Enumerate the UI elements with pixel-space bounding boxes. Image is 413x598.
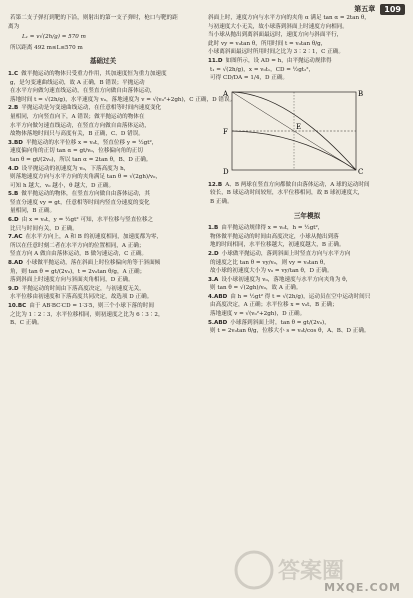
answer-line: 竖直方向 A 做自由落体运动，B 做匀速运动，C 正确。	[10, 251, 148, 258]
answer-line	[208, 250, 406, 259]
answer-line: 角，则 tan θ = gt/(2v₀)，t = 2v₀tan θ/g，A 正确；	[10, 268, 146, 275]
answer-text: A、B 两球在竖直方向都做自由落体运动，A 球的运动时间	[225, 181, 370, 188]
question-number: 5.ABD	[208, 319, 228, 326]
question-number: 6.D	[8, 217, 19, 224]
answer-line: 则落地速度方向与水平方向的夹角满足 tan θ = √(2gh)/v₀，	[10, 174, 161, 181]
answer-line	[8, 216, 198, 225]
answer-text: 平抛运动的时间由下落高度决定，与初速度无关，	[21, 285, 145, 292]
answer-line	[8, 139, 198, 148]
intro-line: 离为	[8, 23, 20, 30]
answer-text: 在水平方向上，A 和 B 的初速度相同，加速度都为零，	[25, 234, 163, 241]
answer-item	[8, 259, 198, 285]
answer-item	[8, 216, 198, 233]
answer-line: 所以在任意时刻二者在水平方向的位置相同，A 正确；	[10, 242, 145, 249]
watermark-url: MXQE.COM	[324, 581, 401, 594]
answer-item	[8, 233, 198, 259]
answer-line	[208, 293, 406, 302]
answer-text: 设平抛运动的初速度为 v₀，下落高度为 h，	[21, 165, 130, 172]
intro-block	[208, 14, 406, 57]
answer-item	[208, 57, 406, 83]
intro-line: 小球离斜面最远时所用时间之比为 3∶2∶1，C 正确。	[208, 49, 344, 56]
answer-text: 由 x = v₀t，y = ½gt² 可知，水平位移与竖直位移之	[21, 217, 154, 224]
answer-line: B 正确。	[210, 198, 233, 205]
answer-line: 由高度决定，A 正确；水平位移 x = v₀t，B 正确；	[210, 302, 338, 309]
answer-text: 做平抛运动的物体只受重力作用，其加速度恒为重力加速度	[21, 70, 167, 77]
diagram-label: F	[223, 127, 228, 136]
question-number: 12.B	[208, 181, 223, 188]
answer-text: 小球落到斜面上时，tan θ = gt/(2v₀)，	[230, 319, 330, 326]
intro-line: 与初速度大小无关，故小球落到斜面上时速度方向相同。	[208, 23, 348, 30]
answer-line	[8, 70, 198, 79]
intro-line: 所以距离 492 m≤L≤570 m	[10, 44, 83, 51]
answer-line: 水平方向做匀速直线运动，在竖直方向做自由落体运动，	[10, 122, 150, 129]
answer-item	[208, 250, 406, 276]
answer-line	[8, 165, 198, 174]
answer-text: 做平抛运动的物体，在竖直方向做自由落体运动，其	[21, 191, 150, 198]
answer-line: 可得 CD/DA = 1/4，D 正确。	[210, 75, 289, 82]
answer-item	[8, 104, 198, 138]
watermark-circle	[236, 552, 272, 588]
answer-line: B、C 正确。	[10, 320, 43, 327]
answer-line	[208, 319, 406, 328]
answer-line: g，是匀变速曲线运动，故 A 正确，B 错误；平抛运动	[10, 79, 145, 86]
right-column	[208, 14, 406, 336]
question-number: 10.BC	[8, 303, 27, 309]
answer-line: 则 tan θ = √(2gh)/v₀，故 A 正确。	[210, 285, 302, 292]
answer-line: 速度偏向角的正切 tan α = gt/v₀，位移偏向角的正切	[10, 148, 143, 155]
question-number: 7.AC	[8, 234, 23, 241]
answer-line	[208, 276, 406, 285]
question-number: 2.D	[208, 250, 219, 257]
question-number: 4.D	[8, 165, 19, 172]
question-number: 4.ABD	[208, 293, 228, 300]
answer-line: 地的时间相同，水平位移越大，初速度越大，B 正确。	[210, 242, 345, 249]
answer-text: 由于 AB∶BC∶CD = 1∶3∶5，则三个小球下落的时间	[29, 303, 154, 309]
diagram-label: B	[358, 89, 364, 98]
answer-line	[208, 57, 406, 66]
answer-line	[208, 224, 406, 233]
chapter-label: 第五章	[354, 5, 376, 13]
answer-line: 量相同，方向竖直向下，A 错误；做平抛运动的物体在	[10, 113, 145, 120]
answer-line	[8, 285, 198, 294]
answer-item	[208, 181, 406, 207]
answer-line: 可知 h 越大、v₀ 越小，θ 越大，D 正确。	[10, 182, 115, 189]
answer-line	[8, 190, 198, 199]
answer-line: 较长，B 球运动时间较短，水平位移相同，故 B 球初速度大，	[210, 190, 364, 197]
answer-line: 量相同，B 正确。	[10, 208, 56, 215]
answer-line: 之比为 1∶2∶3，水平位移相同，则初速度之比为 6∶3∶2，	[10, 311, 164, 318]
page-number: 109	[380, 4, 405, 15]
answer-line: 故物体落地时间只与高度有关，B 正确，C、D 错误。	[10, 131, 144, 138]
question-number: 9.D	[8, 285, 19, 292]
answer-item	[8, 302, 198, 328]
answer-line	[8, 104, 198, 113]
answer-text: 如图所示，设 AD = h，由平抛运动规律得	[225, 57, 332, 64]
answer-line	[208, 181, 406, 190]
answer-line: 的速度之比 tan θ = vy/v₀，则 vy = v₀tan θ，	[210, 259, 329, 266]
answer-item	[8, 285, 198, 302]
intro-line: 当小球从抛出到离斜面最远时，速度方向与斜面平行，	[208, 32, 343, 39]
answer-item	[8, 139, 198, 165]
answer-item	[208, 319, 406, 336]
answer-line: 竖直分速度 vy = gt，任意相等时间内竖直分速度的变化	[10, 199, 150, 206]
answer-line: 水平位移由初速度和下落高度共同决定，故选项 D 正确。	[10, 294, 153, 301]
answer-line: 故小球的初速度大小为 v₀ = vy/tan θ，D 正确。	[210, 268, 333, 275]
answer-line: t₁ = √(2h/g)，x = v₀t₁，CD = ½gt₂²，	[210, 66, 315, 73]
question-number: 2.B	[8, 105, 19, 112]
answer-line: 则 t = 2v₀tan θ/g，位移大小 s = v₀t/cos θ，A、B、D 正确。	[210, 328, 370, 335]
answer-text: 平抛运动是匀变速曲线运动，在任意相等时间内速度变化	[21, 105, 162, 112]
answer-line: 物体做平抛运动的时间由高度决定，小球从抛出到落	[210, 233, 339, 240]
question-number: 1.C	[8, 70, 19, 77]
answer-item	[208, 224, 406, 250]
answer-text: 平抛运动的水平位移 x = v₀t，竖直位移 y = ½gt²，	[25, 139, 158, 146]
intro-line: 若第二支子弹打到靶的下沿，则射出的第一支子弹时，枪口与靶的距	[10, 15, 178, 21]
answer-text: 由平抛运动规律得 x = v₀t，h = ½gt²，	[221, 225, 324, 232]
question-number: 8.AD	[8, 260, 23, 267]
diagram-label: A	[223, 89, 229, 98]
answer-line: 落到斜面上时速度方向与斜面夹角相同，D 正确。	[10, 277, 134, 284]
formula: L₁ = v√(2h/g) = 570 m	[22, 34, 86, 41]
answer-item	[8, 190, 198, 216]
section-title: 基础过关	[89, 57, 117, 66]
answer-line: 在水平方向做匀速直线运动，在竖直方向做自由落体运动，	[10, 88, 156, 95]
answer-item	[8, 165, 198, 191]
answer-line: tan θ = gt/(2v₀)，所以 tan α = 2tan θ，B、D 正确。	[10, 156, 152, 163]
answer-text: 由 h = ½gt² 得 t = √(2h/g)，运动员在空中运动时间只	[230, 293, 371, 300]
answer-line	[8, 302, 198, 311]
answer-text: 小球做平抛运动，落到斜面上时竖直方向与水平方向	[221, 250, 351, 257]
question-number: 11.D	[208, 57, 223, 64]
answer-item	[208, 276, 406, 293]
diagram-label: C	[358, 167, 364, 176]
question-number: 3.A	[208, 276, 219, 283]
diagram-label: E	[296, 122, 302, 131]
answer-item	[8, 70, 236, 104]
answer-line: 落地时间 t = √(2h/g)，水平速度为 v₀，落地速度为 v = √(v₀²+2gh)，C 正确，D 错误。	[10, 96, 236, 103]
intro-line: 此时 vy = v₀tan θ，所用时间 t = v₀tan θ/g，	[208, 40, 327, 47]
question-number: 3.BD	[8, 139, 23, 146]
diagram-label: D	[223, 167, 229, 176]
question-number: 5.B	[8, 191, 19, 198]
answer-line	[8, 233, 198, 242]
answer-item	[208, 293, 406, 319]
projectile-diagram	[218, 86, 368, 178]
question-number: 1.B	[208, 225, 219, 232]
intro-line: 斜面上时，速度方向与水平方向的夹角 α 满足 tan α = 2tan θ，	[208, 15, 370, 21]
answer-line	[8, 259, 198, 268]
watermark-brand: 答案圈	[278, 559, 345, 584]
section-title: 三年模拟	[293, 211, 321, 220]
answer-text: 设小球初速度为 v₀，落地速度与水平方向夹角为 θ，	[221, 276, 352, 283]
answer-line: 落地速度 v = √(v₀²+2gh)，D 正确。	[210, 311, 306, 318]
answer-line: 比只与时间有关，D 正确。	[10, 225, 78, 232]
answer-list	[208, 224, 406, 336]
answer-text: 小球做平抛运动，落在斜面上时位移偏向角等于斜面倾	[26, 260, 161, 267]
